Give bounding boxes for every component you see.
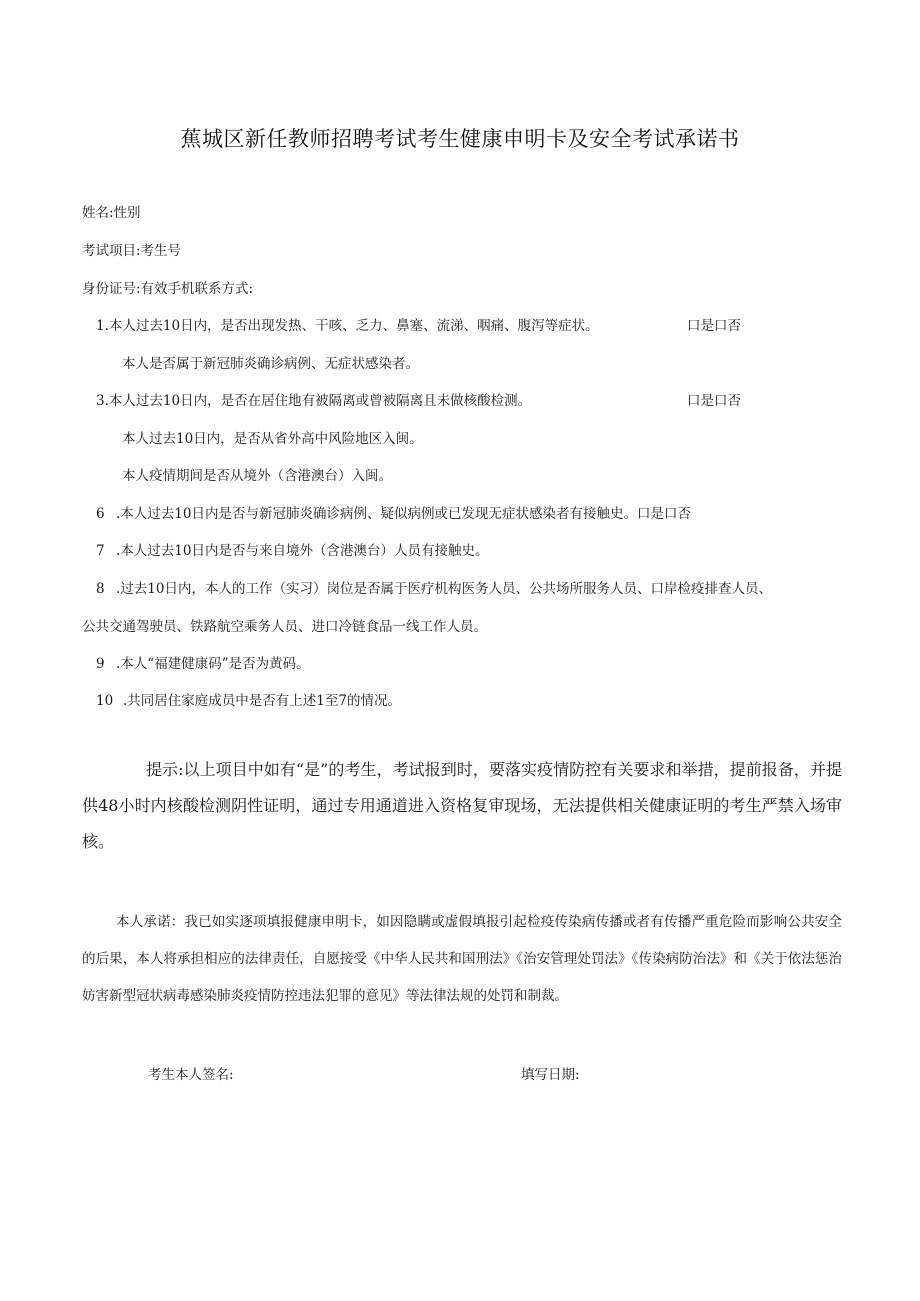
question-text: .过去10日内，本人的工作（实习）岗位是否属于医疗机构医务人员、公共场所服务人员、口岸检疫排查人员、: [116, 581, 772, 597]
document-title: 蕉城区新任教师招聘考试考生健康申明卡及安全考试承诺书: [180, 127, 740, 151]
question-number: 8: [96, 581, 105, 597]
question-number: 3.: [96, 393, 109, 409]
question-item-10: [96, 692, 401, 710]
question-item-1: [96, 317, 599, 335]
yes-no-options-1[interactable]: 口是口否: [687, 318, 741, 334]
question-text: 本人疫情期间是否从境外（含港澳台）入闽。: [122, 468, 392, 484]
question-number: 6: [96, 506, 105, 522]
question-item-9: [96, 655, 310, 673]
field-name-gender: 姓名:性别: [82, 205, 141, 221]
question-text: 本人过去10日内，是否出现发热、干咳、乏力、鼻塞、流涕、咽痛、腹泻等症状。: [108, 318, 599, 334]
field-id-phone: 身份证号:有效手机联系方式:: [82, 281, 254, 297]
question-text: 本人过去10日内，是否在居住地有被隔离或曾被隔离且未做核酸检测。: [108, 393, 532, 409]
question-item-8: [96, 580, 772, 598]
question-number: 1.: [96, 318, 109, 334]
question-number: 9: [96, 656, 105, 672]
question-item-2: [122, 355, 419, 373]
question-text: 本人过去10日内，是否从省外高中风险地区入闽。: [122, 431, 423, 447]
question-number: 7: [96, 543, 105, 559]
signature-label: 考生本人签名:: [148, 1067, 234, 1083]
question-item-6: [96, 505, 691, 523]
date-label: 填写日期:: [521, 1067, 580, 1083]
field-exam-project: 考试项目:考生号: [82, 243, 182, 259]
question-text: 本人是否属于新冠肺炎确诊病例、无症状感染者。: [122, 356, 419, 372]
question-text: .共同居住家庭成员中是否有上述1至7的情况。: [123, 693, 401, 709]
question-number: 10: [96, 693, 114, 709]
question-item-3: [96, 392, 531, 410]
question-text: 公共交通驾驶员、铁路航空乘务人员、进口冷链食品一线工作人员。: [82, 619, 487, 635]
question-text: .本人过去10日内是否与新冠肺炎确诊病例、疑似病例或已发现无症状感染者有接触史。口是口否: [116, 506, 691, 522]
question-text: .本人过去10日内是否与来自境外（含港澳台）人员有接触史。: [116, 543, 489, 559]
yes-no-options-3[interactable]: 口是口否: [687, 393, 741, 409]
question-item-7: [96, 542, 488, 560]
notice-paragraph: 提示:以上项目中如有“是”的考生，考试报到时，要落实疫情防控有关要求和举措，提前报备，并提供48小时内核酸检测阴性证明，通过专用通道进入资格复审现场，无法提供相关健康证明的考生严禁入场审核。: [82, 760, 842, 851]
question-text: .本人“福建健康码”是否为黄码。: [116, 656, 310, 672]
question-item-5: [122, 467, 392, 485]
question-item-4: [122, 430, 423, 448]
question-item-8-continued: [82, 618, 487, 636]
pledge-paragraph: 本人承诺：我已如实逐项填报健康申明卡，如因隐瞒或虚假填报引起检疫传染病传播或者有传播严重危险而影响公共安全的后果，本人将承担相应的法律责任，自愿接受《中华人民共和国刑法》《治安管理处罚法》《传染病防治法》和《关于依法惩治妨害新型冠状病毒感染肺炎疫情防控违法犯罪的意见》等法律法规的处罚和制裁。: [82, 914, 842, 1004]
